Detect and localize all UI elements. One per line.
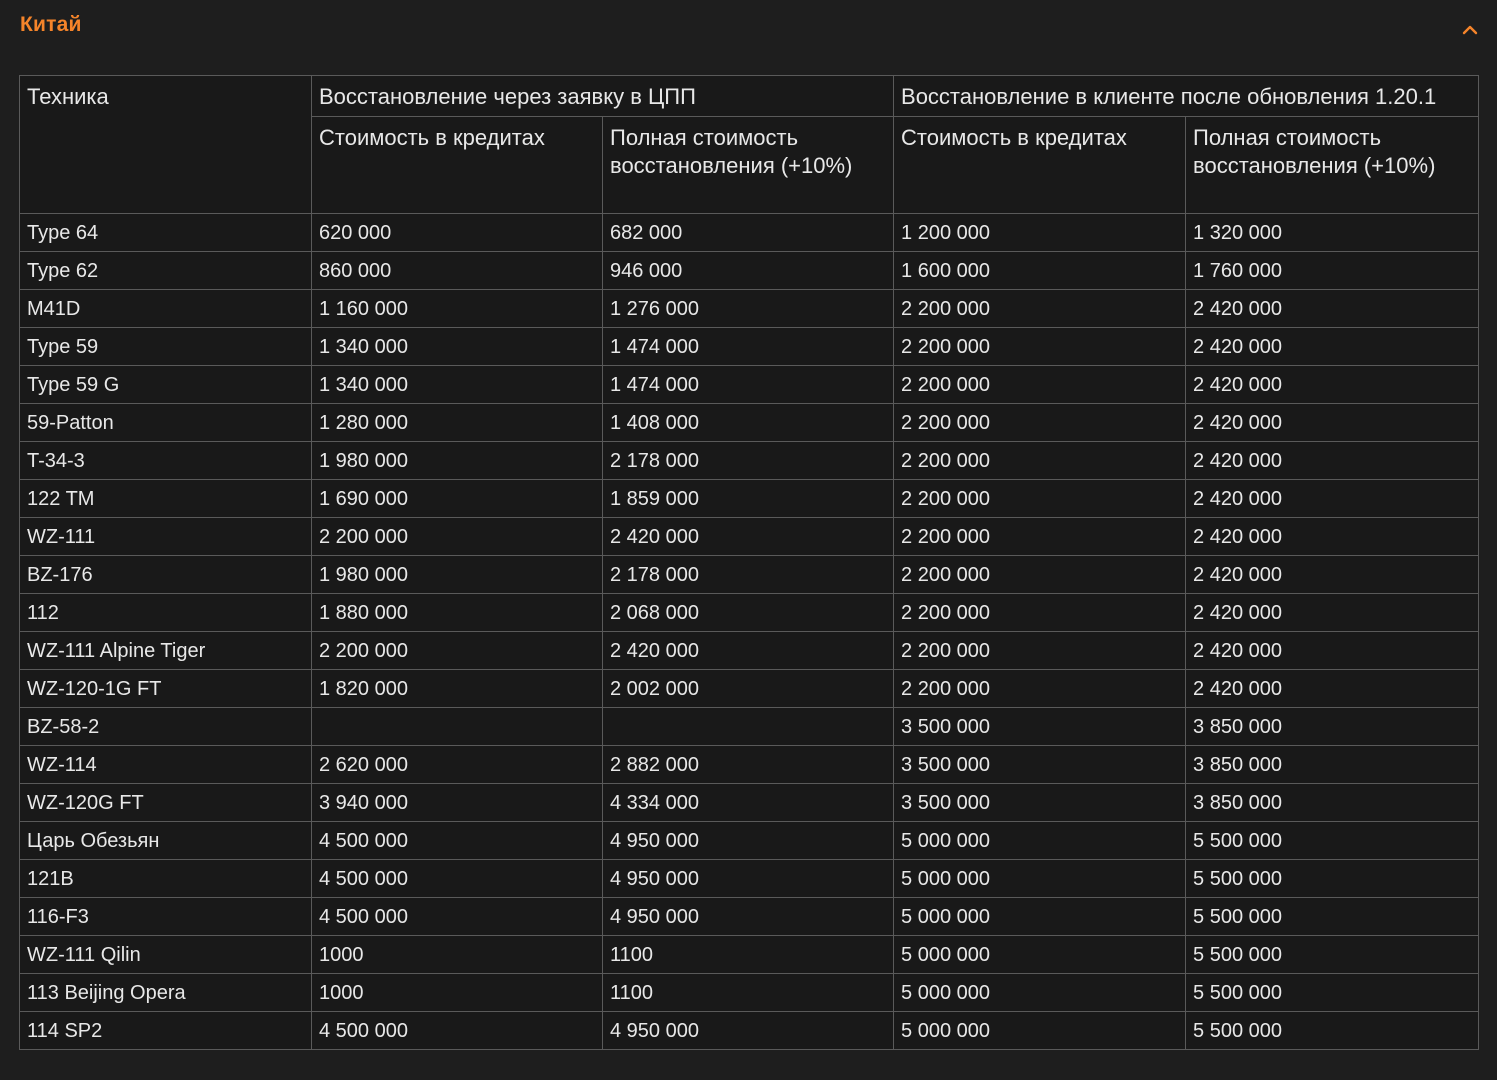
cell-client-credits: 1 200 000 (894, 214, 1186, 252)
cell-vehicle: WZ-120G FT (20, 784, 312, 822)
table-body (20, 214, 1479, 1050)
cell-cpp-credits: 1 690 000 (312, 480, 603, 518)
cell-cpp-full: 946 000 (603, 252, 894, 290)
cell-client-credits: 2 200 000 (894, 518, 1186, 556)
cell-client-credits: 2 200 000 (894, 556, 1186, 594)
section-title: Китай (20, 13, 82, 36)
cell-client-credits: 2 200 000 (894, 480, 1186, 518)
cell-cpp-full: 682 000 (603, 214, 894, 252)
cell-client-credits: 2 200 000 (894, 442, 1186, 480)
table-row (20, 214, 1479, 252)
header-client-full: Полная стоимость восстановления (+10%) (1186, 117, 1479, 214)
cell-vehicle: WZ-111 Qilin (20, 936, 312, 974)
table-row (20, 594, 1479, 632)
cell-client-credits: 2 200 000 (894, 632, 1186, 670)
cell-cpp-credits: 4 500 000 (312, 860, 603, 898)
cell-client-full: 2 420 000 (1186, 556, 1479, 594)
restoration-price-table (19, 75, 1479, 1050)
cell-cpp-credits: 2 200 000 (312, 632, 603, 670)
cell-cpp-credits: 860 000 (312, 252, 603, 290)
header-vehicle: Техника (20, 76, 312, 214)
cell-cpp-credits: 1 820 000 (312, 670, 603, 708)
cell-cpp-full: 4 334 000 (603, 784, 894, 822)
price-table-container (19, 75, 1478, 1050)
cell-client-credits: 2 200 000 (894, 670, 1186, 708)
cell-client-credits: 5 000 000 (894, 822, 1186, 860)
cell-vehicle: 59-Patton (20, 404, 312, 442)
cell-client-credits: 2 200 000 (894, 290, 1186, 328)
cell-cpp-credits: 1 980 000 (312, 442, 603, 480)
header-group-client: Восстановление в клиенте после обновления 1.20.1 (894, 76, 1479, 117)
cell-client-credits: 5 000 000 (894, 898, 1186, 936)
cell-client-credits: 5 000 000 (894, 1012, 1186, 1050)
cell-vehicle: 116-F3 (20, 898, 312, 936)
cell-vehicle: 122 TM (20, 480, 312, 518)
cell-vehicle: Type 64 (20, 214, 312, 252)
cell-cpp-credits: 1 280 000 (312, 404, 603, 442)
cell-vehicle: Type 59 (20, 328, 312, 366)
cell-cpp-full: 1 408 000 (603, 404, 894, 442)
cell-client-credits: 2 200 000 (894, 594, 1186, 632)
cell-cpp-full: 4 950 000 (603, 822, 894, 860)
cell-vehicle: Type 62 (20, 252, 312, 290)
table-header-row (20, 76, 1479, 117)
cell-client-full: 3 850 000 (1186, 784, 1479, 822)
cell-cpp-credits: 1 340 000 (312, 328, 603, 366)
cell-cpp-full: 1 276 000 (603, 290, 894, 328)
table-row (20, 480, 1479, 518)
cell-cpp-credits: 4 500 000 (312, 1012, 603, 1050)
cell-vehicle: 114 SP2 (20, 1012, 312, 1050)
table-row (20, 898, 1479, 936)
cell-client-full: 5 500 000 (1186, 936, 1479, 974)
cell-vehicle: WZ-120-1G FT (20, 670, 312, 708)
cell-cpp-credits: 4 500 000 (312, 822, 603, 860)
table-row (20, 708, 1479, 746)
cell-vehicle: 113 Beijing Opera (20, 974, 312, 1012)
cell-client-credits: 2 200 000 (894, 366, 1186, 404)
table-row (20, 290, 1479, 328)
cell-vehicle: Царь Обезьян (20, 822, 312, 860)
header-group-cpp: Восстановление через заявку в ЦПП (312, 76, 894, 117)
cell-cpp-credits (312, 708, 603, 746)
cell-client-full: 2 420 000 (1186, 290, 1479, 328)
cell-cpp-full: 2 178 000 (603, 442, 894, 480)
cell-client-full: 2 420 000 (1186, 632, 1479, 670)
cell-vehicle: 112 (20, 594, 312, 632)
table-row (20, 404, 1479, 442)
table-row (20, 936, 1479, 974)
cell-client-credits: 5 000 000 (894, 860, 1186, 898)
header-client-credits: Стоимость в кредитах (894, 117, 1186, 214)
cell-client-full: 2 420 000 (1186, 480, 1479, 518)
cell-cpp-full: 4 950 000 (603, 860, 894, 898)
cell-cpp-full: 4 950 000 (603, 898, 894, 936)
table-row (20, 328, 1479, 366)
cell-client-full: 2 420 000 (1186, 518, 1479, 556)
cell-client-full: 3 850 000 (1186, 708, 1479, 746)
cell-cpp-full: 2 178 000 (603, 556, 894, 594)
cell-client-full: 5 500 000 (1186, 1012, 1479, 1050)
table-row (20, 442, 1479, 480)
table-row (20, 784, 1479, 822)
table-row (20, 670, 1479, 708)
cell-client-full: 1 320 000 (1186, 214, 1479, 252)
cell-vehicle: Type 59 G (20, 366, 312, 404)
cell-cpp-credits: 1 980 000 (312, 556, 603, 594)
cell-client-full: 2 420 000 (1186, 442, 1479, 480)
cell-cpp-credits: 1 880 000 (312, 594, 603, 632)
cell-cpp-credits: 1000 (312, 974, 603, 1012)
cell-client-credits: 5 000 000 (894, 936, 1186, 974)
cell-cpp-full: 2 420 000 (603, 518, 894, 556)
cell-cpp-full: 1 859 000 (603, 480, 894, 518)
table-row (20, 632, 1479, 670)
cell-cpp-full: 1 474 000 (603, 366, 894, 404)
table-row (20, 252, 1479, 290)
cell-cpp-credits: 1 160 000 (312, 290, 603, 328)
cell-client-credits: 3 500 000 (894, 784, 1186, 822)
cell-client-full: 2 420 000 (1186, 404, 1479, 442)
cell-client-credits: 5 000 000 (894, 974, 1186, 1012)
table-row (20, 974, 1479, 1012)
cell-vehicle: WZ-114 (20, 746, 312, 784)
collapse-toggle-button[interactable] (1456, 18, 1484, 40)
cell-cpp-credits: 2 620 000 (312, 746, 603, 784)
cell-vehicle: 121B (20, 860, 312, 898)
table-row (20, 822, 1479, 860)
cell-client-full: 5 500 000 (1186, 974, 1479, 1012)
cell-client-credits: 3 500 000 (894, 746, 1186, 784)
table-row (20, 556, 1479, 594)
cell-cpp-full (603, 708, 894, 746)
cell-cpp-full: 2 882 000 (603, 746, 894, 784)
cell-cpp-full: 4 950 000 (603, 1012, 894, 1050)
cell-cpp-full: 1 474 000 (603, 328, 894, 366)
cell-cpp-credits: 2 200 000 (312, 518, 603, 556)
cell-cpp-credits: 620 000 (312, 214, 603, 252)
cell-client-full: 2 420 000 (1186, 670, 1479, 708)
cell-vehicle: T-34-3 (20, 442, 312, 480)
cell-client-credits: 2 200 000 (894, 404, 1186, 442)
cell-client-full: 1 760 000 (1186, 252, 1479, 290)
cell-cpp-full: 1100 (603, 974, 894, 1012)
cell-client-full: 2 420 000 (1186, 366, 1479, 404)
cell-vehicle: M41D (20, 290, 312, 328)
cell-client-full: 5 500 000 (1186, 860, 1479, 898)
cell-cpp-full: 2 068 000 (603, 594, 894, 632)
cell-vehicle: BZ-58-2 (20, 708, 312, 746)
cell-client-full: 2 420 000 (1186, 328, 1479, 366)
table-row (20, 746, 1479, 784)
cell-cpp-credits: 1000 (312, 936, 603, 974)
table-row (20, 518, 1479, 556)
cell-client-credits: 1 600 000 (894, 252, 1186, 290)
cell-cpp-credits: 3 940 000 (312, 784, 603, 822)
cell-cpp-full: 2 420 000 (603, 632, 894, 670)
table-row (20, 366, 1479, 404)
header-cpp-full: Полная стоимость восстановления (+10%) (603, 117, 894, 214)
cell-client-full: 2 420 000 (1186, 594, 1479, 632)
cell-client-full: 5 500 000 (1186, 898, 1479, 936)
cell-cpp-full: 2 002 000 (603, 670, 894, 708)
cell-client-full: 3 850 000 (1186, 746, 1479, 784)
table-row (20, 860, 1479, 898)
cell-client-full: 5 500 000 (1186, 822, 1479, 860)
section-header[interactable] (0, 0, 1497, 56)
cell-cpp-credits: 4 500 000 (312, 898, 603, 936)
cell-cpp-credits: 1 340 000 (312, 366, 603, 404)
table-row (20, 1012, 1479, 1050)
chevron-up-icon (1456, 18, 1484, 40)
cell-cpp-full: 1100 (603, 936, 894, 974)
cell-vehicle: BZ-176 (20, 556, 312, 594)
cell-client-credits: 2 200 000 (894, 328, 1186, 366)
cell-vehicle: WZ-111 (20, 518, 312, 556)
cell-vehicle: WZ-111 Alpine Tiger (20, 632, 312, 670)
header-cpp-credits: Стоимость в кредитах (312, 117, 603, 214)
cell-client-credits: 3 500 000 (894, 708, 1186, 746)
